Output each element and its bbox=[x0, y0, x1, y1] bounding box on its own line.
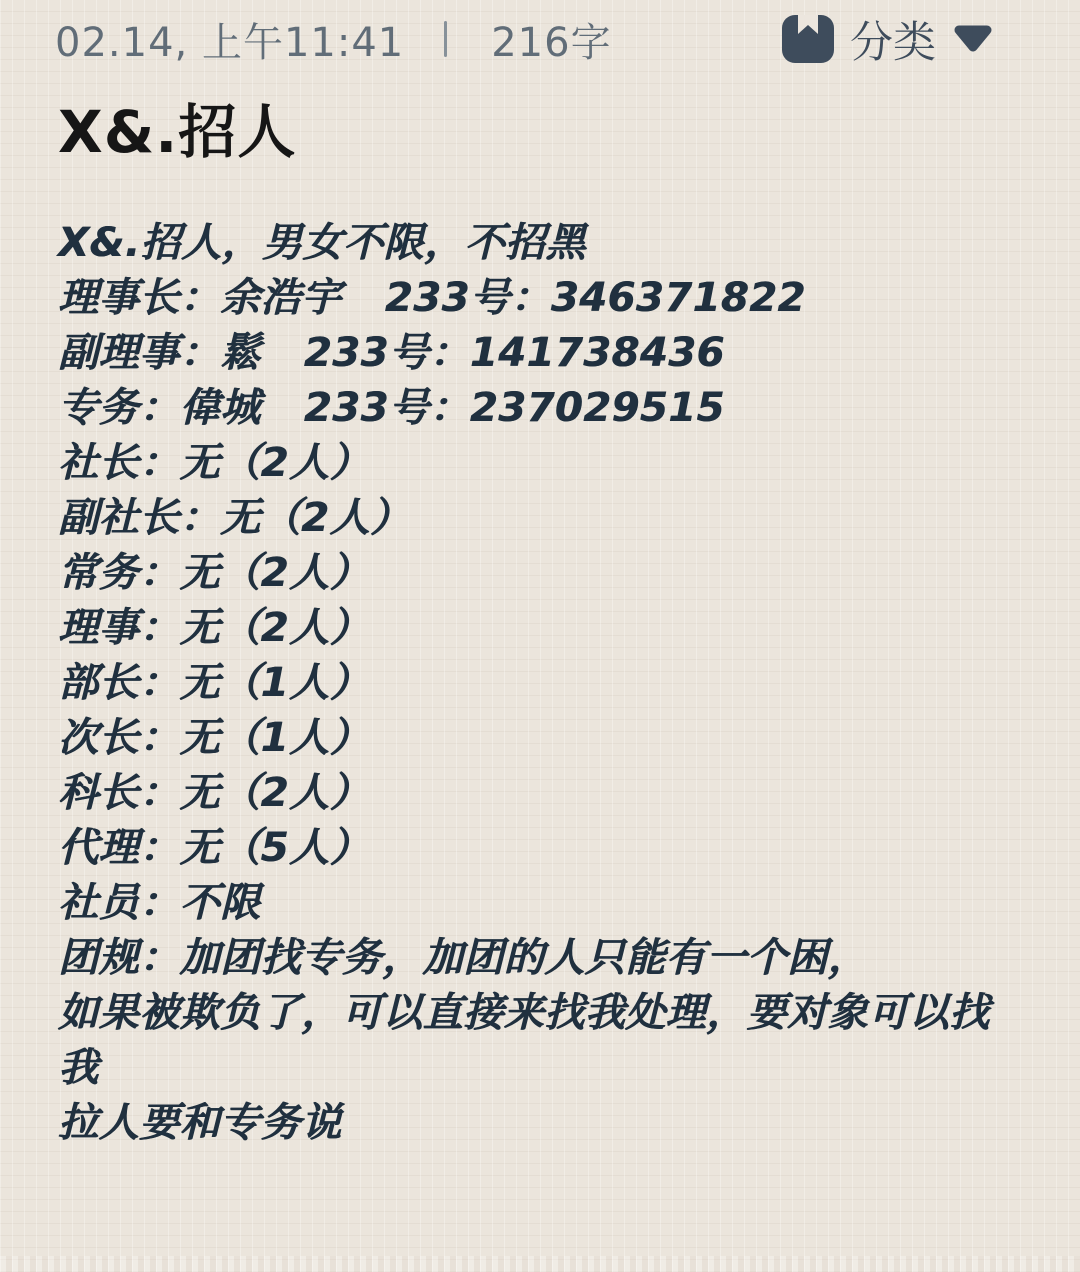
note-line[interactable]: 社员：不限 bbox=[58, 880, 261, 926]
note-meta-bar bbox=[0, 0, 1080, 68]
note-line[interactable]: 专务：偉城 233号：237029515 bbox=[58, 385, 725, 431]
bookmark-icon bbox=[781, 14, 835, 64]
note-line[interactable]: 次长：无（1人） bbox=[58, 715, 370, 761]
bottom-edge-texture bbox=[0, 1256, 1080, 1272]
note-line[interactable]: 副理事：鬆 233号：141738436 bbox=[58, 330, 725, 376]
note-line[interactable]: 副社长：无（2人） bbox=[58, 495, 411, 541]
note-title[interactable]: X&.招人 bbox=[58, 98, 297, 166]
note-line[interactable]: X&.招人，男女不限，不招黑 bbox=[58, 220, 586, 266]
note-line[interactable]: 团规：加团找专务，加团的人只能有一个困， bbox=[58, 935, 868, 981]
note-line[interactable]: 代理：无（5人） bbox=[58, 825, 370, 871]
meta-separator bbox=[444, 21, 447, 57]
char-count: 216字 bbox=[491, 19, 612, 66]
note-line[interactable]: 理事长：余浩宇 233号：346371822 bbox=[58, 275, 806, 321]
note-line[interactable]: 社长：无（2人） bbox=[58, 440, 370, 486]
note-body[interactable] bbox=[58, 216, 1022, 1151]
category-label: 分类 bbox=[850, 17, 936, 68]
note-line[interactable]: 常务：无（2人） bbox=[58, 550, 370, 596]
note-line[interactable]: 理事：无（2人） bbox=[58, 605, 370, 651]
note-line[interactable]: 拉人要和专务说 bbox=[58, 1100, 342, 1146]
caret-down-icon bbox=[951, 22, 995, 56]
note-datetime: 02.14, 上午11:41 bbox=[55, 19, 405, 66]
note-line[interactable]: 科长：无（2人） bbox=[58, 770, 370, 816]
category-button[interactable] bbox=[781, 9, 995, 70]
note-line[interactable]: 部长：无（1人） bbox=[58, 660, 370, 706]
note-line[interactable]: 如果被欺负了，可以直接来找我处理，要对象可以找我 bbox=[58, 990, 990, 1091]
